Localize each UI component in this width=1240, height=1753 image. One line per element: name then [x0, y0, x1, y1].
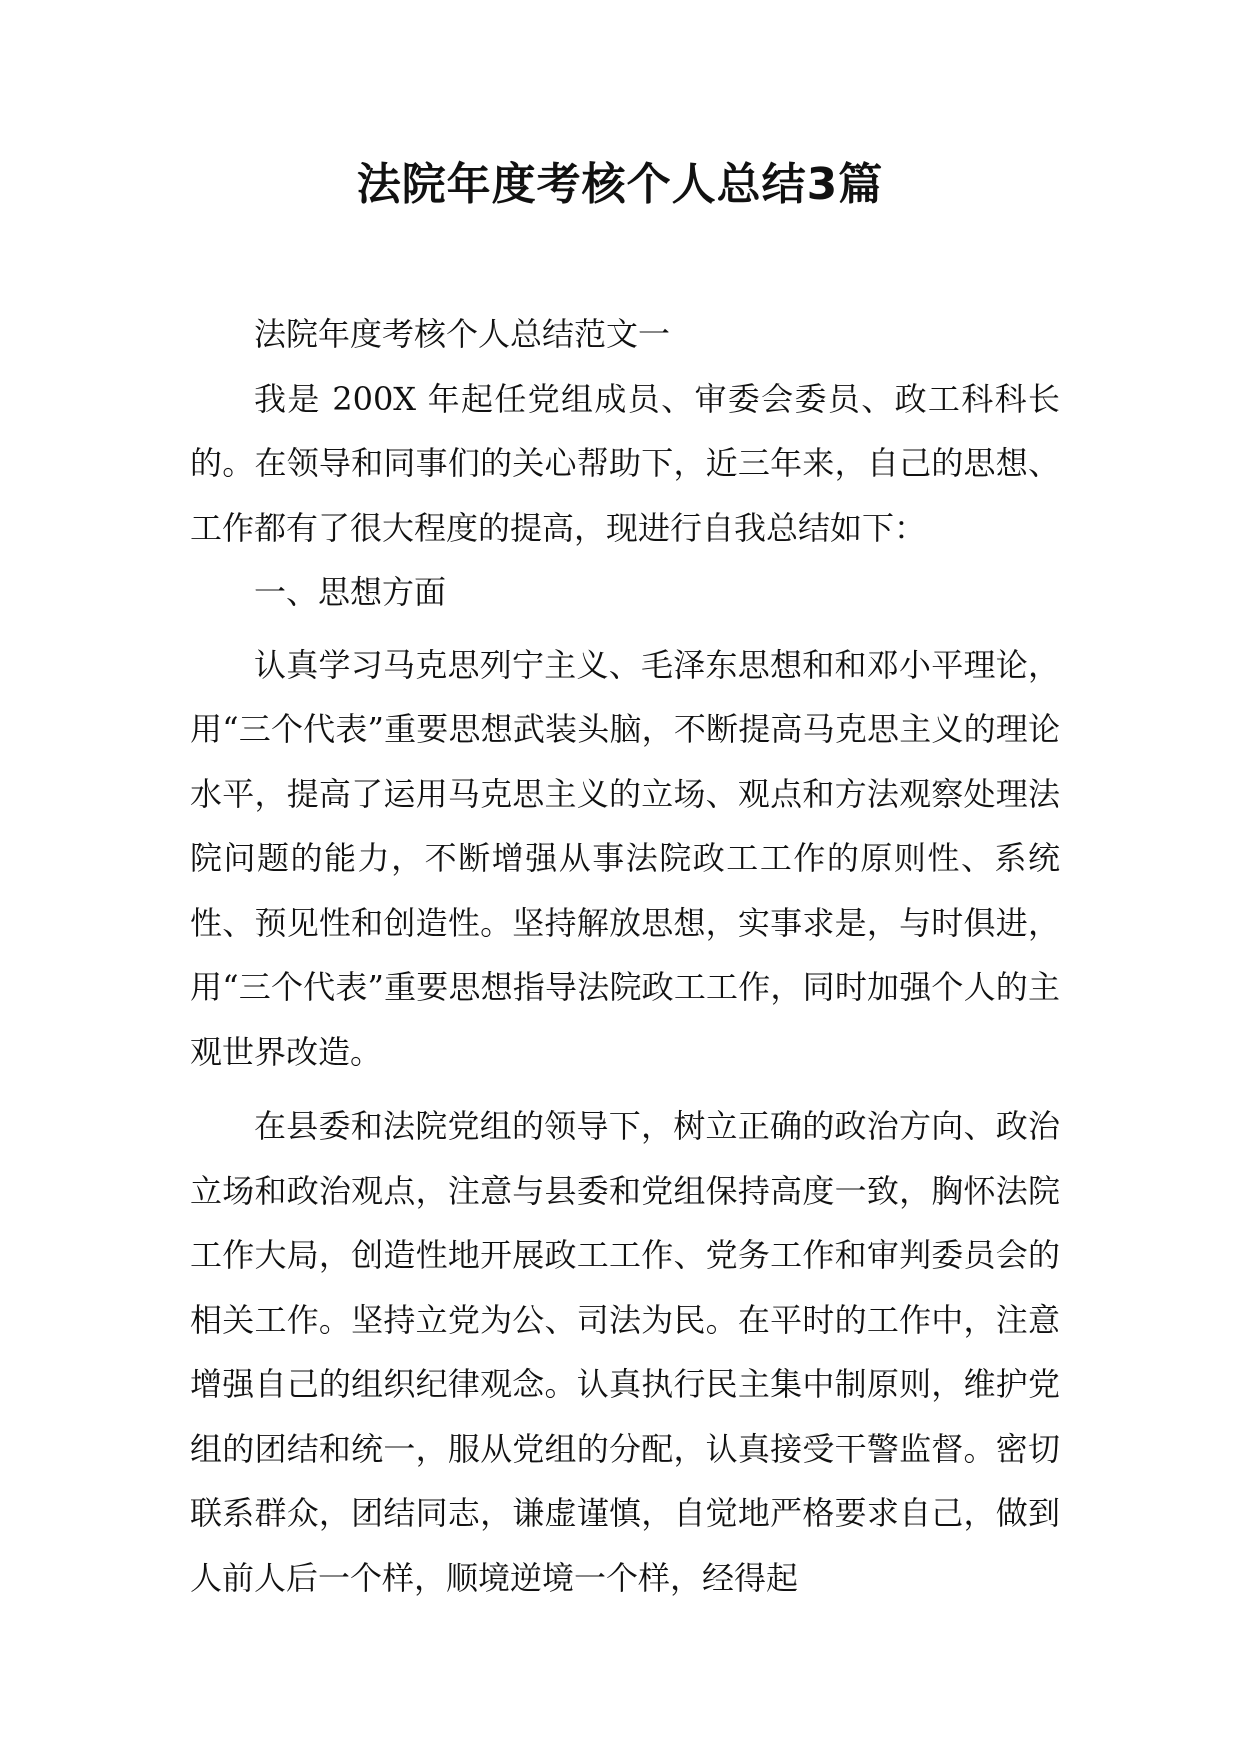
document-title: 法院年度考核个人总结3篇 [356, 159, 884, 210]
paragraph-intro: 我是 200X 年起任党组成员、审委会委员、政工科科长的。在领导和同事们的关心帮助下，近三年来，自己的思想、工作都有了很大程度的提高，现进行自我总结如下： [190, 379, 1060, 547]
paragraph-leadership: 在县委和法院党组的领导下，树立正确的政治方向、政治立场和政治观点，注意与县委和党组保持高度一致，胸怀法院工作大局，创造性地开展政工工作、党务工作和审判委员会的相关工作。坚持立党为公、司法为民。在平时的工作中，注意增强自己的组织纪律观念。认真执行民主集中制原则，维护党组的团结和统一，服从党组的分配，认真接受干警监督。密切联系群众，团结同志，谦虚谨慎，自觉地严格要求自己，做到人前人后一个样，顺境逆境一个样，经得起 [190, 1107, 1060, 1597]
section-heading: 一、思想方面 [254, 573, 447, 611]
paragraph-study: 认真学习马克思列宁主义、毛泽东思想和和邓小平理论，用“三个代表”重要思想武装头脑，不断提高马克思主义的理论水平，提高了运用马克思主义的立场、观点和方法观察处理法院问题的能力，不断增强从事法院政工工作的原则性、系统性、预见性和创造性。坚持解放思想，实事求是，与时俱进，用“三个代表”重要思想指导法院政工工作，同时加强个人的主观世界改造。 [190, 645, 1060, 1071]
document-body [190, 302, 1060, 1610]
section-title: 法院年度考核个人总结范文一 [254, 315, 671, 353]
